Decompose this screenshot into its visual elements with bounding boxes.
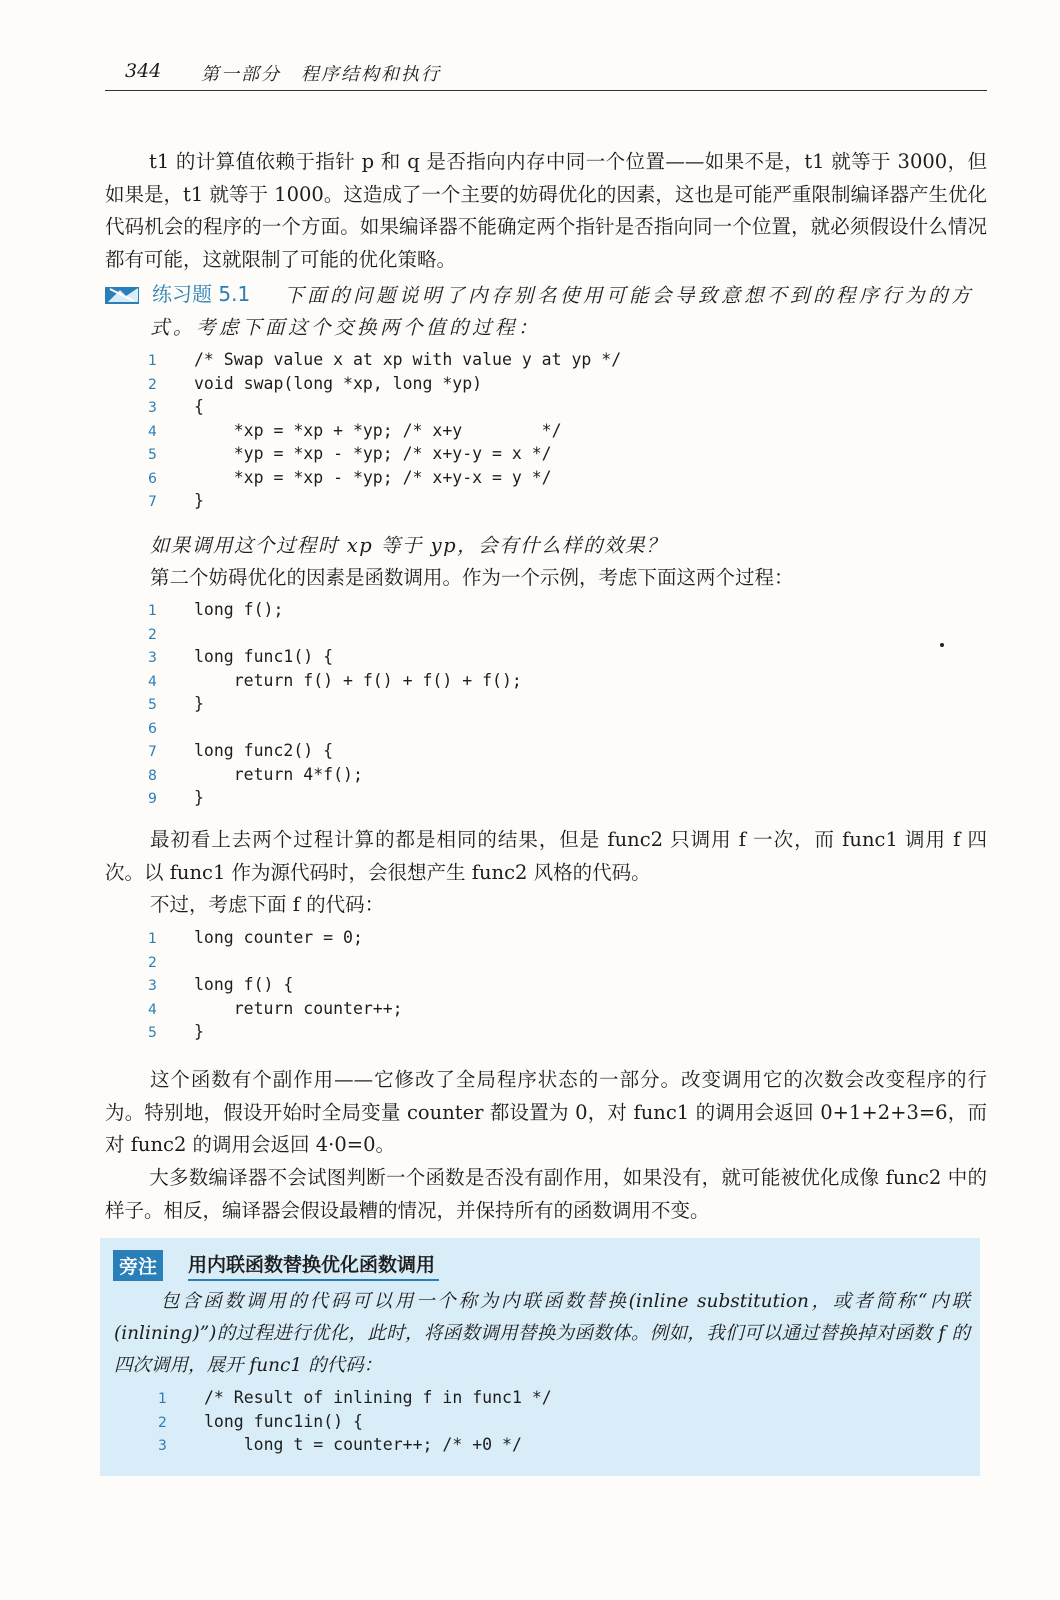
code-text: } xyxy=(194,1022,204,1041)
paragraph-side-effect: 这个函数有个副作用——它修改了全局程序状态的一部分。改变调用它的次数会改变程序的行为。特别地，假设开始时全局变量 counter 都设置为 0，对 func1 的调用会返回 0+1+2+3=6，而对 func2 的调用会返回 4·0=0。 xyxy=(105,1068,987,1156)
code-text: { xyxy=(194,397,204,416)
line-number: 7 xyxy=(148,744,157,760)
line-number: 3 xyxy=(148,650,157,666)
line-number: 2 xyxy=(148,626,157,643)
line-number: 5 xyxy=(148,447,157,463)
code-text: long t = counter++; /* +0 */ xyxy=(204,1435,522,1454)
line-number: 6 xyxy=(148,720,157,737)
line-number: 3 xyxy=(148,400,157,416)
line-number: 7 xyxy=(148,494,157,510)
line-number: 1 xyxy=(158,1391,167,1407)
code-text: long counter = 0; xyxy=(194,928,363,947)
running-title: 第一部分 程序结构和执行 xyxy=(201,64,441,85)
code-text: } xyxy=(194,788,204,807)
code-text: /* Swap value x at xp with value y at yp */ xyxy=(194,350,622,369)
exercise-text-line1: 下面的问题说明了内存别名使用可能会导致意想不到的程序行为的方 xyxy=(284,284,975,307)
paragraph-f-code: 不过，考虑下面 f 的代码： xyxy=(150,893,385,916)
line-number: 2 xyxy=(158,1414,167,1431)
paragraph-aliasing: t1 的计算值依赖于指针 p 和 q 是否指向内存中同一个位置——如果不是，t1 就等于 3000，但如果是，t1 就等于 1000。这造成了一个主要的妨碍优化的因素，这也是可能严重限制编译器产生优化代码机会的程序的一个方面。如果编译器不能确定两个指针是否指向同一个位置，就必须假设什么情况都有可能，这就限制了可能的优化策略。 xyxy=(105,150,987,271)
code-text: } xyxy=(194,694,204,713)
code-text: *xp = *xp - *yp; /* x+y-x = y */ xyxy=(194,467,552,487)
paragraph-function-calls: 第二个妨碍优化的因素是函数调用。作为一个示例，考虑下面这两个过程： xyxy=(150,566,794,589)
line-number: 9 xyxy=(148,791,157,807)
line-number: 8 xyxy=(148,767,157,784)
code-text: *yp = *xp - *yp; /* x+y-y = x */ xyxy=(194,444,552,463)
code-text: } xyxy=(194,491,204,510)
line-number: 3 xyxy=(158,1438,167,1454)
aside-title: 用内联函数替换优化函数调用 xyxy=(188,1250,439,1281)
line-number: 5 xyxy=(148,697,157,713)
code-text: long f(); xyxy=(194,600,284,619)
exercise-icon xyxy=(104,284,142,306)
code-text: /* Result of inlining f in func1 */ xyxy=(204,1388,552,1407)
exercise-question: 如果调用这个过程时 xp 等于 yp，会有什么样的效果？ xyxy=(150,534,668,557)
code-text: return 4*f(); xyxy=(194,764,363,784)
line-number: 4 xyxy=(148,1001,157,1018)
code-text: void swap(long *xp, long *yp) xyxy=(194,373,483,393)
exercise-text-line2: 式。考虑下面这个交换两个值的过程： xyxy=(150,316,542,339)
line-number: 4 xyxy=(148,673,157,690)
code-text: return counter++; xyxy=(194,998,403,1018)
aside-badge: 旁注 xyxy=(113,1250,163,1281)
aside-text: 包含函数调用的代码可以用一个称为内联函数替换(inline substitution，或者简称“内联(inlining)”)的过程进行优化，此时，将函数调用替换为函数体。例如，我们可以通过替换掉对函数 f 的四次调用，展开 func1 的代码： xyxy=(114,1291,970,1376)
line-number: 6 xyxy=(148,470,157,487)
code-text: long f() { xyxy=(194,975,294,994)
line-number: 3 xyxy=(148,978,157,994)
line-number: 1 xyxy=(148,603,157,619)
code-text: *xp = *xp + *yp; /* x+y */ xyxy=(194,420,562,440)
exercise-title: 练习题 5.1 xyxy=(152,282,251,306)
line-number: 1 xyxy=(148,353,157,369)
line-number: 4 xyxy=(148,423,157,440)
line-number: 5 xyxy=(148,1025,157,1041)
aside-box xyxy=(100,1238,980,1476)
line-number: 2 xyxy=(148,376,157,393)
paragraph-compilers: 大多数编译器不会试图判断一个函数是否没有副作用，如果没有，就可能被优化成像 func2 中的样子。相反，编译器会假设最糟的情况，并保持所有的函数调用不变。 xyxy=(105,1166,987,1222)
paragraph-func-compare: 最初看上去两个过程计算的都是相同的结果，但是 func2 只调用 f 一次，而 func1 调用 f 四次。以 func1 作为源代码时，会很想产生 func2 风格的代码。 xyxy=(105,828,987,884)
stray-dot xyxy=(940,643,944,647)
code-text: long func1() { xyxy=(194,647,334,666)
page-header xyxy=(105,58,987,91)
code-text: return f() + f() + f() + f(); xyxy=(194,670,522,690)
code-text: long func2() { xyxy=(194,741,334,760)
code-text: long func1in() { xyxy=(204,1411,363,1431)
line-number: 2 xyxy=(148,954,157,971)
page-number: 344 xyxy=(125,60,162,82)
line-number: 1 xyxy=(148,931,157,947)
